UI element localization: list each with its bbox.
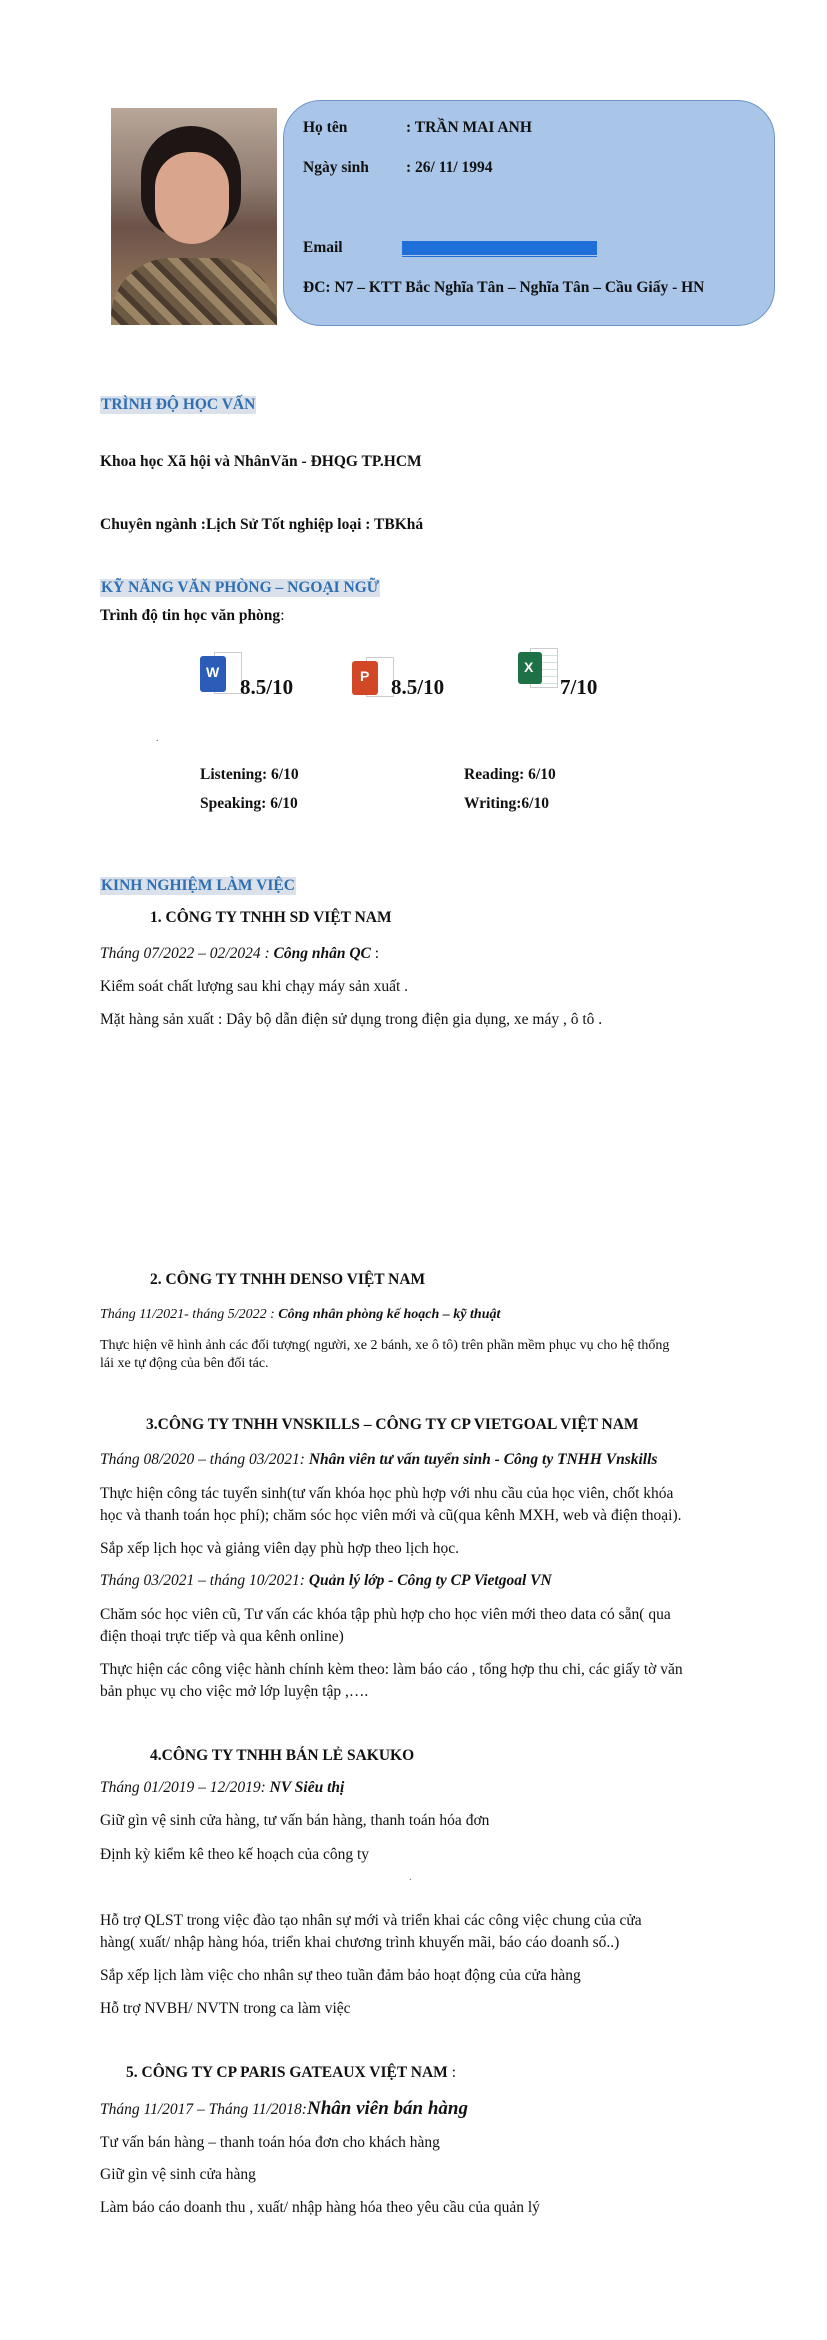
company-1-role: Công nhân QC	[273, 945, 371, 962]
company-1-heading: 1. CÔNG TY TNHH SD VIỆT NAM	[150, 909, 392, 926]
company-5-heading-line	[126, 2064, 456, 2082]
company-3-role: Nhân viên tư vấn tuyển sinh - Công ty TNHH Vnskills	[308, 1451, 658, 1468]
company-4-line-6: Hỗ trợ NVBH/ NVTN trong ca làm việc	[100, 2000, 351, 2017]
company-1-period-line	[100, 945, 379, 963]
company-3-line-2: học và thanh toán học phí); chăm sóc học viên mới và cũ(qua kênh MXH, web và điện thoại).	[100, 1507, 682, 1524]
company-5-period: Tháng 11/2017 – Tháng 11/2018:	[100, 2101, 307, 2118]
company-5-heading-suffix: :	[447, 2064, 456, 2081]
company-4-period: Tháng 01/2019 – 12/2019:	[100, 1779, 270, 1796]
company-5-heading: 5. CÔNG TY CP PARIS GATEAUX VIỆT NAM	[126, 2064, 448, 2081]
excel-score: 7/10	[560, 675, 598, 699]
stray-dot: .	[156, 733, 159, 744]
company-4-heading: 4.CÔNG TY TNHH BÁN LẺ SAKUKO	[150, 1747, 415, 1764]
word-icon: W	[200, 650, 242, 698]
writing-score: Writing:6/10	[464, 795, 549, 812]
company-2-heading: 2. CÔNG TY TNHH DENSO VIỆT NAM	[150, 1271, 426, 1288]
company-5-line-3: Làm báo cáo doanh thu , xuất/ nhập hàng hóa theo yêu cầu của quản lý	[100, 2199, 540, 2216]
company-3-period-line-2	[100, 1572, 552, 1590]
company-3-period-2: Tháng 03/2021 – tháng 10/2021:	[100, 1572, 309, 1589]
company-5-role: Nhân viên bán hàng	[306, 2098, 468, 2119]
skills-title: KỸ NĂNG VĂN PHÒNG – NGOẠI NGỮ	[101, 579, 380, 596]
company-5-period-line	[100, 2098, 468, 2120]
company-3-heading: 3.CÔNG TY TNHH VNSKILLS – CÔNG TY CP VIETGOAL VIỆT NAM	[146, 1416, 639, 1433]
company-4-line-1: Giữ gìn vệ sinh cửa hàng, tư vấn bán hàng, thanh toán hóa đơn	[100, 1812, 490, 1829]
company-4-dot: .	[409, 1872, 412, 1883]
experience-title: KINH NGHIỆM LÀM VIỆC	[101, 877, 295, 894]
company-3-period-line	[100, 1451, 657, 1469]
excel-icon: X	[518, 646, 558, 690]
company-3-line-4: Chăm sóc học viên cũ, Tư vấn các khóa tập phù hợp cho học viên mới theo data có sẵn( qua	[100, 1606, 671, 1623]
company-2-period: Tháng 11/2021- tháng 5/2022 :	[100, 1307, 279, 1322]
profile-photo	[111, 108, 277, 325]
company-1-line-1: Kiểm soát chất lượng sau khi chạy máy sản xuất .	[100, 978, 409, 995]
dob-label: Ngày sinh	[303, 159, 369, 176]
company-3-period: Tháng 08/2020 – tháng 03/2021:	[100, 1451, 309, 1468]
reading-score: Reading: 6/10	[464, 766, 556, 783]
word-score: 8.5/10	[240, 675, 294, 699]
name-label: Họ tên	[303, 119, 348, 136]
company-4-line-4: hàng( xuất/ nhập hàng hóa, triển khai chương trình khuyến mãi, báo cáo doanh số..)	[100, 1934, 620, 1951]
education-title: TRÌNH ĐỘ HỌC VẤN	[101, 396, 256, 413]
company-4-line-2: Định kỳ kiểm kê theo kế hoạch của công ty	[100, 1846, 370, 1863]
photo-shirt	[111, 258, 277, 325]
office-skill-colon: :	[280, 607, 285, 624]
office-skill-line	[100, 607, 285, 625]
education-school: Khoa học Xã hội và NhânVăn - ĐHQG TP.HCM	[100, 453, 422, 470]
speaking-score: Speaking: 6/10	[200, 795, 298, 812]
company-3-line-3: Sắp xếp lịch học và giảng viên dạy phù hợp theo lịch học.	[100, 1540, 460, 1557]
company-5-line-2: Giữ gìn vệ sinh cửa hàng	[100, 2166, 256, 2183]
company-2-role: Công nhân phòng kế hoạch – kỹ thuật	[278, 1307, 501, 1322]
company-1-line-2: Mặt hàng sản xuất : Dây bộ dẫn điện sử dụng trong điện gia dụng, xe máy , ô tô .	[100, 1011, 603, 1028]
company-3-line-1: Thực hiện công tác tuyển sinh(tư vấn khóa học phù hợp với nhu cầu của học viên, chốt khóa	[100, 1485, 674, 1502]
powerpoint-score: 8.5/10	[391, 675, 445, 699]
office-skill-label: Trình độ tin học văn phòng	[100, 607, 281, 624]
company-4-line-5: Sắp xếp lịch làm việc cho nhân sự theo tuần đảm bảo hoạt động của cửa hàng	[100, 1967, 581, 1984]
company-4-line-3: Hỗ trợ QLST trong việc đào tạo nhân sự mới và triển khai các công việc chung của cửa	[100, 1912, 642, 1929]
email-label: Email	[303, 239, 343, 256]
company-3-role-2: Quản lý lớp - Công ty CP Vietgoal VN	[308, 1572, 552, 1589]
company-1-role-suffix: :	[370, 945, 380, 962]
company-3-line-5: điện thoại trực tiếp và qua kênh online)	[100, 1628, 344, 1645]
listening-score: Listening: 6/10	[200, 766, 299, 783]
photo-face	[155, 152, 229, 244]
company-2-line-1: Thực hiện vẽ hình ảnh các đối tượng( người, xe 2 bánh, xe ô tô) trên phần mềm phục vụ cho hệ thống	[100, 1338, 670, 1353]
company-2-period-line	[100, 1307, 500, 1323]
company-5-line-1: Tư vấn bán hàng – thanh toán hóa đơn cho khách hàng	[100, 2134, 440, 2151]
company-3-line-7: bản phục vụ cho việc mở lớp luyện tập ,….	[100, 1683, 369, 1700]
education-major: Chuyên ngành :Lịch Sử Tốt nghiệp loại : TBKhá	[100, 516, 424, 533]
company-4-period-line	[100, 1779, 344, 1797]
powerpoint-icon: P	[352, 655, 394, 699]
company-1-period: Tháng 07/2022 – 02/2024 :	[100, 945, 274, 962]
company-4-role: NV Siêu thị	[269, 1779, 345, 1796]
company-3-line-6: Thực hiện các công việc hành chính kèm theo: làm báo cáo , tổng hợp thu chi, các giấy tờ văn	[100, 1661, 683, 1678]
dob-value: : 26/ 11/ 1994	[406, 159, 493, 176]
address: ĐC: N7 – KTT Bắc Nghĩa Tân – Nghĩa Tân – Cầu Giấy - HN	[303, 279, 705, 296]
email-redacted	[402, 241, 597, 255]
company-2-line-2: lái xe tự động của bên đối tác.	[100, 1356, 269, 1371]
profile-card	[283, 100, 775, 326]
name-value: : TRẦN MAI ANH	[406, 119, 532, 136]
